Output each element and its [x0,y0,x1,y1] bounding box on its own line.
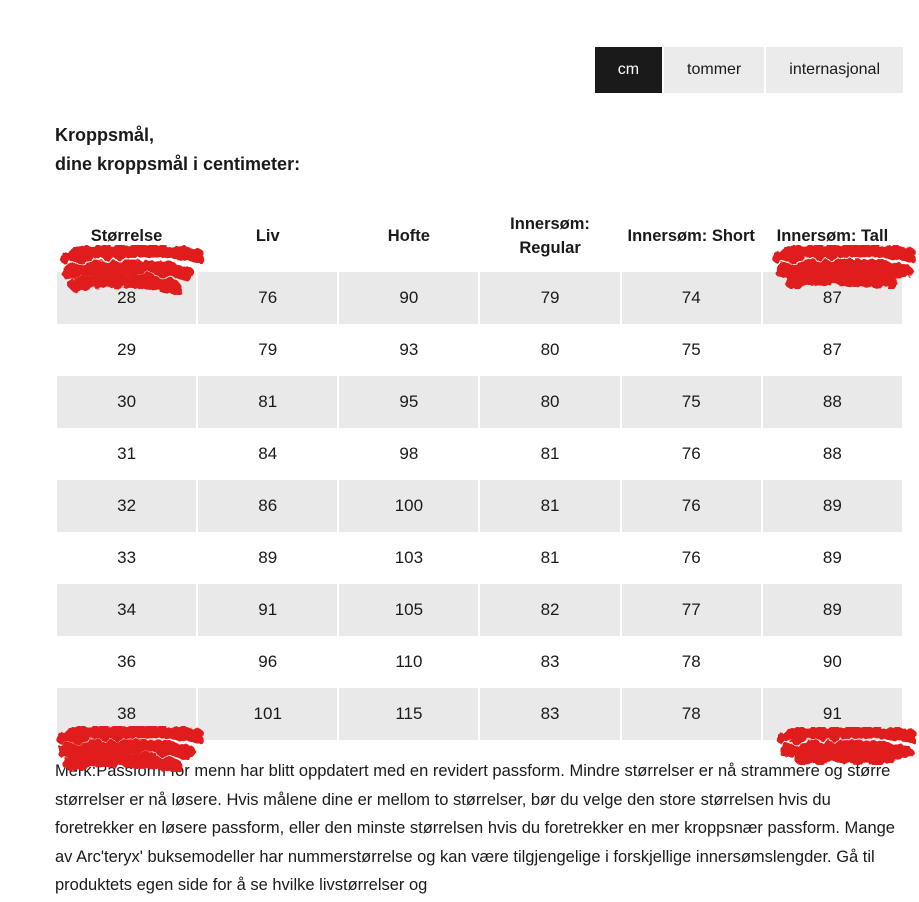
table-cell: 89 [762,480,903,532]
table-cell: 115 [338,688,479,740]
table-cell: 76 [621,428,762,480]
table-cell: 93 [338,324,479,376]
column-header: Størrelse [90,227,163,245]
table-cell: 76 [621,532,762,584]
table-row [56,688,903,740]
table-cell: 89 [762,584,903,636]
table-row [56,532,903,584]
column-header: Innersøm: Tall [776,227,889,245]
table-cell: 86 [197,480,338,532]
table-cell: 36 [56,636,197,688]
table-cell: 88 [762,428,903,480]
table-cell: 78 [621,636,762,688]
table-cell: 103 [338,532,479,584]
table-cell: 75 [621,324,762,376]
table-cell: 80 [479,324,620,376]
table-cell: 83 [479,688,620,740]
table-cell: 105 [338,584,479,636]
table-cell: 76 [197,272,338,324]
table-cell: 90 [762,636,903,688]
table-cell: 89 [762,532,903,584]
table-cell: 75 [621,376,762,428]
unit-tabs [595,47,903,93]
table-cell: 87 [762,324,903,376]
table-row [56,636,903,688]
table-cell: 88 [762,376,903,428]
table-cell: 84 [197,428,338,480]
table-cell: 33 [56,532,197,584]
column-header: Hofte [387,227,430,245]
table-cell: 95 [338,376,479,428]
table-cell: 82 [479,584,620,636]
fit-note-text: Merk:Passform for menn har blitt oppdatert med en revidert passform. Mindre størrelser er nå strammere og større størrelser er nå løsere. Hvis målene dine er mellom to størrelser, bør du velge den store størrelsen hvis du foretrekker en løsere passform, eller den minste størrelsen hvis du foretrekker en mer kroppsnær passform. Mange av Arc'teryx' buksemodeller har nummerstørrelse og kan være tilgjengelige i forskjellige innersømslengder. Gå til produktets egen side for å se hvilke livstørrelser og [55,762,895,894]
table-cell: 83 [479,636,620,688]
table-cell: 28 [56,272,197,324]
column-header: Liv [255,227,280,245]
table-cell: 91 [197,584,338,636]
unit-tab-internasjonal[interactable]: internasjonal [766,47,903,93]
table-cell: 78 [621,688,762,740]
table-cell: 76 [621,480,762,532]
table-row [56,584,903,636]
table-cell: 110 [338,636,479,688]
table-cell: 38 [56,688,197,740]
table-cell: 79 [197,324,338,376]
table-cell: 81 [479,480,620,532]
page-title-line1: Kroppsmål, [55,125,155,145]
table-row [56,272,903,324]
table-cell: 77 [621,584,762,636]
unit-tab-cm[interactable]: cm [595,47,662,93]
table-cell: 79 [479,272,620,324]
column-header: Innersøm: Short [627,227,755,245]
table-cell: 81 [479,428,620,480]
column-header: Innersøm: Regular [510,215,590,257]
table-cell: 30 [56,376,197,428]
table-body [56,272,903,740]
table-cell: 74 [621,272,762,324]
table-cell: 87 [762,272,903,324]
table-cell: 81 [479,532,620,584]
table-cell: 101 [197,688,338,740]
table-row [56,324,903,376]
table-row [56,376,903,428]
unit-tab-tommer[interactable]: tommer [664,47,764,93]
table-row [56,428,903,480]
table-cell: 91 [762,688,903,740]
table-cell: 90 [338,272,479,324]
table-cell: 80 [479,376,620,428]
table-cell: 96 [197,636,338,688]
table-cell: 89 [197,532,338,584]
table-header-row [56,200,903,272]
table-cell: 81 [197,376,338,428]
table-cell: 32 [56,480,197,532]
table-cell: 100 [338,480,479,532]
table-cell: 34 [56,584,197,636]
size-table [55,200,904,740]
table-cell: 31 [56,428,197,480]
table-cell: 29 [56,324,197,376]
table-row [56,480,903,532]
page-title-line2: dine kroppsmål i centimeter: [55,154,301,174]
page-title [55,121,300,179]
table-cell: 98 [338,428,479,480]
